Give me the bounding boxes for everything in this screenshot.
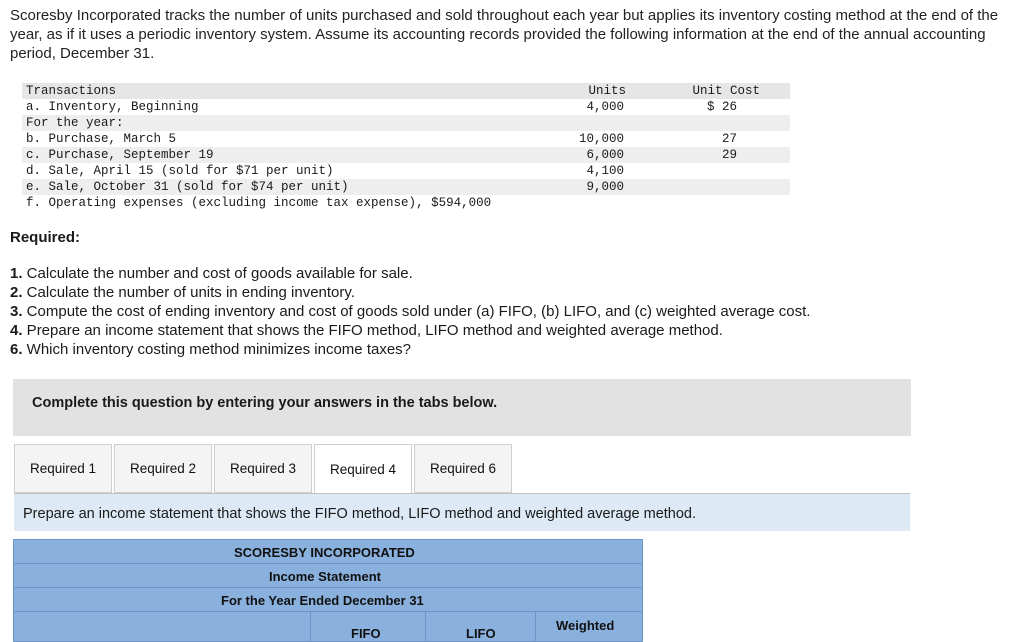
list-item xyxy=(10,321,1010,340)
list-item xyxy=(10,340,1010,359)
statement-period: For the Year Ended December 31 xyxy=(221,593,424,608)
row-units: 4,000 xyxy=(586,100,624,114)
instruction-text: Complete this question by entering your answers in the tabs below. xyxy=(32,395,498,411)
req-number: 2. xyxy=(10,284,23,301)
transactions-header-row xyxy=(22,83,790,99)
req-number: 3. xyxy=(10,303,23,320)
statement-company-row xyxy=(14,540,642,564)
header-units: Units xyxy=(588,84,626,98)
req-number: 4. xyxy=(10,322,23,339)
column-header-lifo xyxy=(425,612,535,642)
statement-title: Income Statement xyxy=(269,569,381,584)
row-units: 10,000 xyxy=(578,132,624,146)
req-number: 1. xyxy=(10,265,23,282)
row-desc: f. Operating expenses (excluding income tax expense), $594,000 xyxy=(26,196,492,210)
req-text: Calculate the number of units in ending inventory. xyxy=(22,284,355,301)
tab-required-1[interactable]: Required 1 xyxy=(14,444,112,493)
column-header-weighted xyxy=(535,612,643,642)
table-row xyxy=(22,195,790,211)
tab-required-6[interactable]: Required 6 xyxy=(414,444,512,493)
row-desc: b. Purchase, March 5 xyxy=(26,132,177,146)
tab-required-4[interactable]: Required 4 xyxy=(314,444,412,494)
column-label: Weighted xyxy=(556,618,615,633)
table-row xyxy=(22,115,790,131)
column-label: LIFO xyxy=(466,626,496,641)
list-item xyxy=(10,283,1010,302)
header-transactions: Transactions xyxy=(26,84,117,98)
row-desc: d. Sale, April 15 (sold for $71 per unit) xyxy=(26,164,334,178)
row-units: 6,000 xyxy=(586,148,624,162)
required-heading: Required: xyxy=(10,229,81,246)
table-row xyxy=(22,163,790,179)
req-text: Compute the cost of ending inventory and cost of goods sold under (a) FIFO, (b) LIFO, and (c) weighted average cost. xyxy=(22,303,811,320)
statement-company: SCORESBY INCORPORATED xyxy=(234,545,415,560)
table-row xyxy=(22,131,790,147)
list-item xyxy=(10,302,1010,321)
row-cost: $ 26 xyxy=(706,100,737,114)
row-cost: 29 xyxy=(721,148,737,162)
row-cost: 27 xyxy=(721,132,737,146)
table-row xyxy=(22,99,790,115)
column-header-fifo xyxy=(310,612,425,642)
column-label: FIFO xyxy=(351,626,381,641)
prompt-bar xyxy=(14,494,910,531)
row-desc: c. Purchase, September 19 xyxy=(26,148,214,162)
req-text: Prepare an income statement that shows the FIFO method, LIFO method and weighted average method. xyxy=(22,322,723,339)
list-item xyxy=(10,264,1010,283)
statement-period-row xyxy=(14,588,642,612)
row-desc: a. Inventory, Beginning xyxy=(26,100,199,114)
req-number: 6. xyxy=(10,341,23,358)
tab-required-3[interactable]: Required 3 xyxy=(214,444,312,493)
prompt-text: Prepare an income statement that shows the FIFO method, LIFO method and weighted average method. xyxy=(23,506,697,522)
requirements-list xyxy=(10,264,1010,359)
row-desc: For the year: xyxy=(26,116,124,130)
instruction-box xyxy=(13,379,911,436)
transactions-table xyxy=(22,83,790,211)
table-row xyxy=(22,179,790,195)
tab-bar xyxy=(14,444,514,494)
table-row xyxy=(22,147,790,163)
problem-intro: Scoresby Incorporated tracks the number of units purchased and sold throughout each year but applies its inventory costing method at the end of the year, as if it uses a periodic inventory system. Assume its accounting records provided the following information at the end of the annual accounting period, December 31. xyxy=(10,7,999,62)
row-units: 9,000 xyxy=(586,180,624,194)
header-unit-cost: Unit Cost xyxy=(692,84,760,98)
tab-required-2[interactable]: Required 2 xyxy=(114,444,212,493)
row-desc: e. Sale, October 31 (sold for $74 per unit) xyxy=(26,180,349,194)
req-text: Calculate the number and cost of goods available for sale. xyxy=(22,265,413,282)
statement-title-row xyxy=(14,564,642,588)
income-statement xyxy=(13,539,643,642)
row-units: 4,100 xyxy=(586,164,624,178)
req-text: Which inventory costing method minimizes income taxes? xyxy=(22,341,412,358)
